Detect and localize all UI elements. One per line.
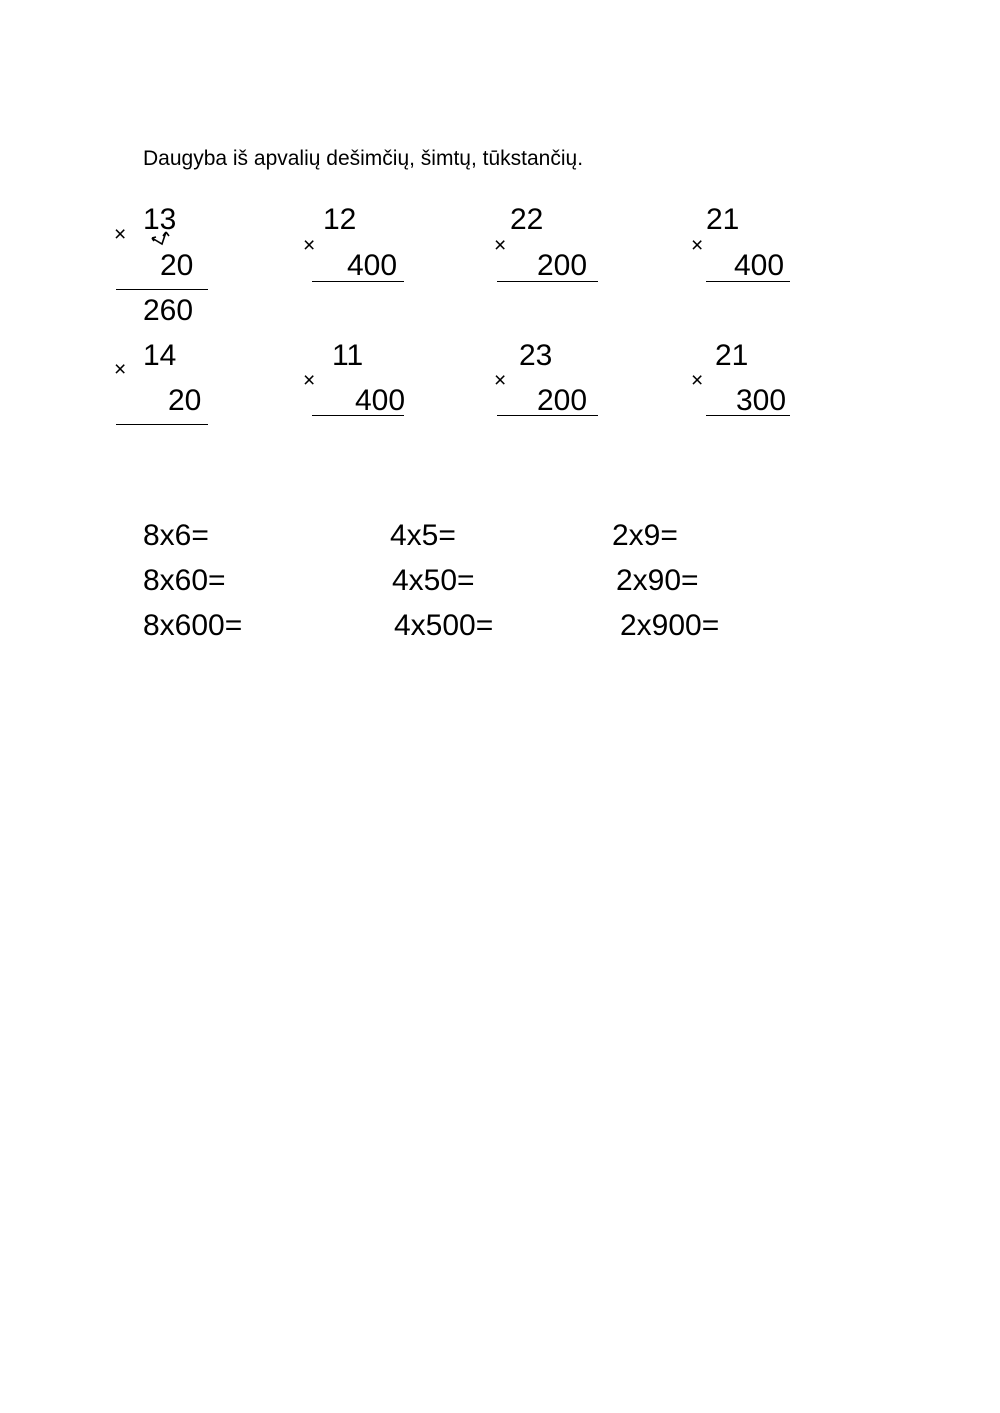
equation: 8x60= [143, 564, 226, 597]
equation: 2x900= [620, 609, 720, 642]
times-sign: × [691, 234, 704, 257]
times-sign: × [114, 223, 127, 246]
multiplicand: 22 [510, 203, 544, 236]
times-sign: × [303, 234, 316, 257]
product-rule [497, 281, 598, 282]
multiplicand: 21 [706, 203, 740, 236]
equation: 2x9= [612, 519, 678, 552]
times-sign: × [691, 369, 704, 392]
product-rule [312, 415, 404, 416]
product-rule [312, 281, 404, 282]
equation: 4x5= [390, 519, 456, 552]
multiplicand: 13 [143, 203, 177, 236]
multiplicand: 11 [332, 339, 364, 372]
times-sign: × [494, 234, 507, 257]
multiplicand: 21 [715, 339, 749, 372]
product-rule [116, 424, 208, 425]
equation: 8x600= [143, 609, 243, 642]
multiplicand: 12 [323, 203, 357, 236]
multiplier: 20 [160, 249, 194, 282]
product-rule [116, 289, 208, 290]
times-sign: × [303, 369, 316, 392]
multiplicand: 14 [143, 339, 177, 372]
multiplier: 200 [537, 249, 588, 282]
equation: 4x500= [394, 609, 494, 642]
equation: 4x50= [392, 564, 475, 597]
multiplier: 300 [736, 384, 787, 417]
multiplier: 400 [734, 249, 785, 282]
product-rule [706, 281, 790, 282]
multiplier: 20 [168, 384, 202, 417]
multiplier: 200 [537, 384, 588, 417]
times-sign: × [494, 369, 507, 392]
multiplier: 400 [347, 249, 398, 282]
worksheet-title: Daugyba iš apvalių dešimčių, šimtų, tūkstančių. [143, 147, 584, 170]
equation: 2x90= [616, 564, 699, 597]
equation: 8x6= [143, 519, 209, 552]
pencil-arrow-icon [148, 228, 174, 254]
product-rule [497, 415, 598, 416]
multiplier: 400 [355, 384, 406, 417]
product-rule [706, 415, 790, 416]
product: 260 [143, 294, 194, 327]
multiplicand: 23 [519, 339, 553, 372]
times-sign: × [114, 358, 127, 381]
